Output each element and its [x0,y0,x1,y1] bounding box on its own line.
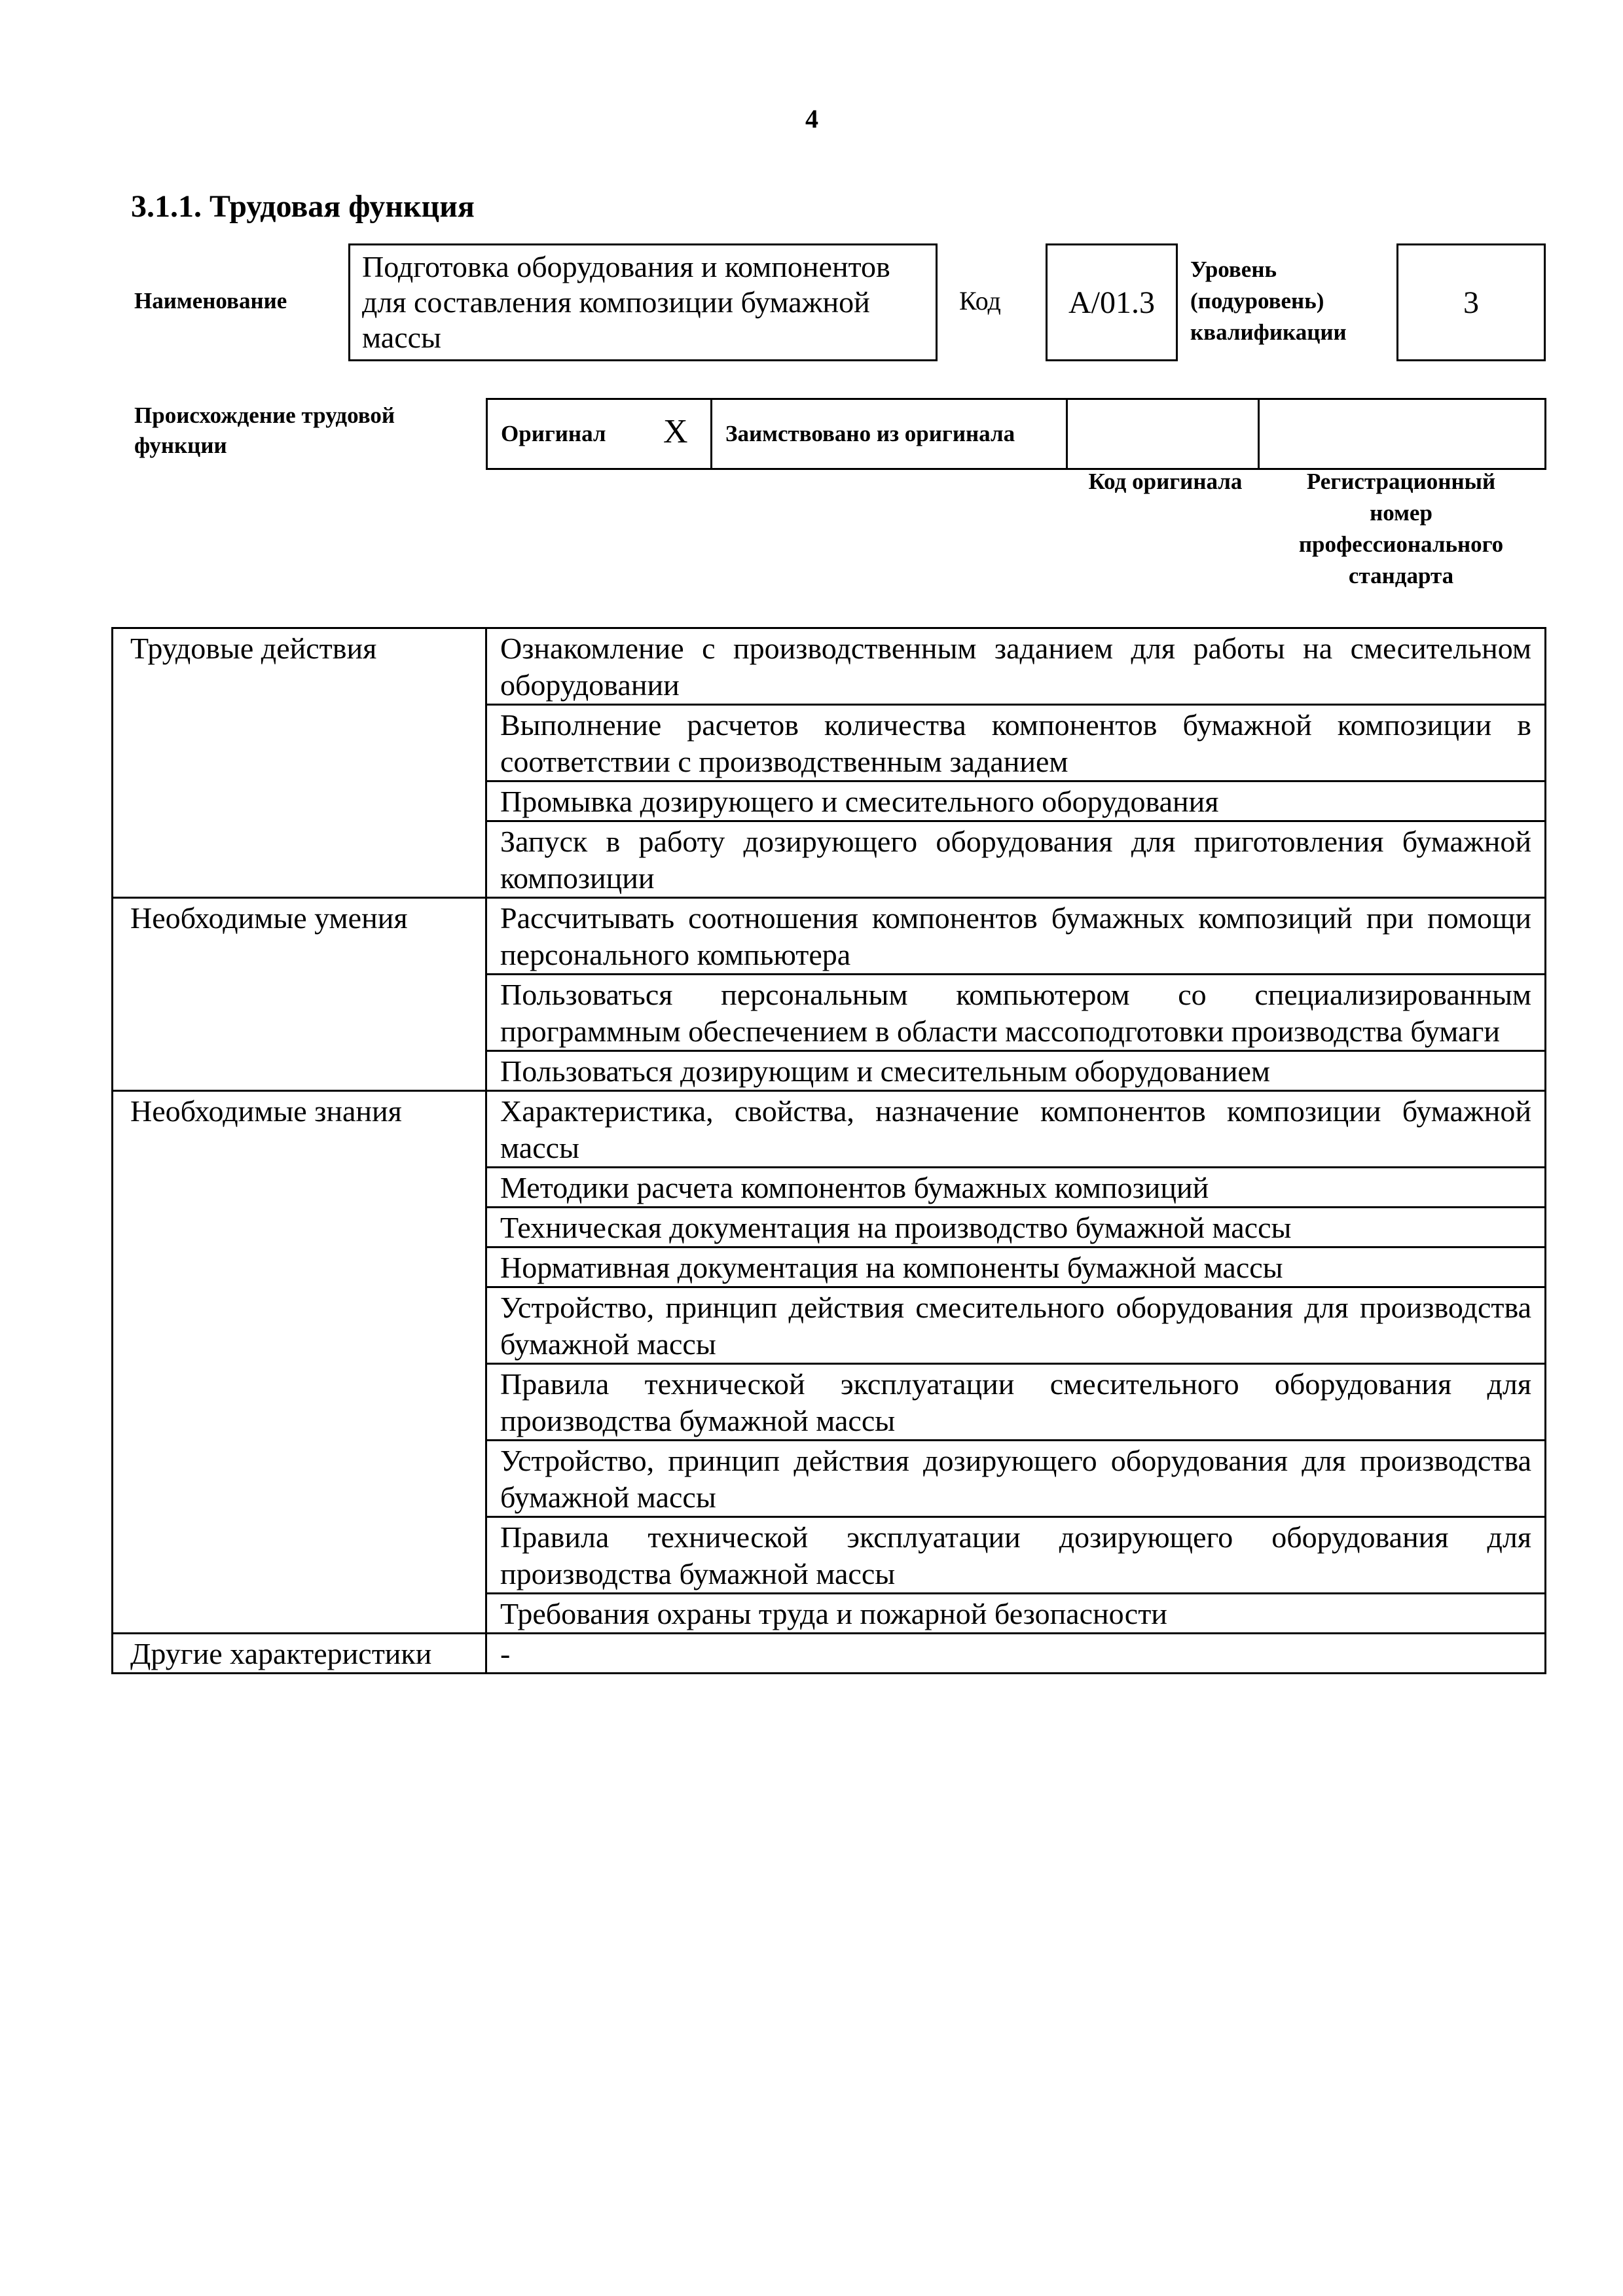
section-item-cell: Выполнение расчетов количества компонентов бумажной композиции в соответствии с производственным заданием [486,705,1546,781]
section-item-cell: Ознакомление с производственным заданием для работы на смесительном оборудовании [486,628,1546,705]
code-label: Код [959,286,1001,315]
section-item-cell: Правила технической эксплуатации дозирующего оборудования для производства бумажной массы [486,1517,1546,1594]
origin-code-cell [1067,399,1259,469]
section-item-cell: Требования охраны труда и пожарной безопасности [486,1594,1546,1634]
origin-reg-cell [1259,399,1546,469]
section-item-cell: Пользоваться дозирующим и смесительным оборудованием [486,1051,1546,1091]
section-item-cell: Запуск в работу дозирующего оборудования для приготовления бумажной композиции [486,821,1546,898]
origin-x-mark: X [663,413,688,450]
table-row [113,898,1546,975]
section-item-cell: - [486,1634,1546,1674]
table-row [113,1634,1546,1674]
section-item-cell: Промывка дозирующего и смесительного оборудования [486,781,1546,821]
code-box: A/01.3 [1046,243,1178,361]
origin-borrowed-cell: Заимствовано из оригинала [712,399,1067,469]
section-item-cell: Устройство, принцип действия смесительного оборудования для производства бумажной массы [486,1287,1546,1364]
section-item-cell: Техническая документация на производство бумажной массы [486,1208,1546,1247]
section-title-cell: Другие характеристики [113,1634,486,1674]
section-item-cell: Характеристика, свойства, назначение компонентов композиции бумажной массы [486,1091,1546,1168]
name-box: Подготовка оборудования и компонентов для составления композиции бумажной массы [348,243,938,361]
name-label: Наименование [134,288,287,314]
origin-label: Происхождение трудовой функции [134,403,395,458]
table-row [113,628,1546,705]
page-number: 4 [805,104,818,134]
section-item-cell: Методики расчета компонентов бумажных композиций [486,1168,1546,1208]
section-title-cell: Необходимые знания [113,1091,486,1634]
section-item-cell: Правила технической эксплуатации смесительного оборудования для производства бумажной массы [486,1364,1546,1441]
section-item-cell: Устройство, принцип действия дозирующего оборудования для производства бумажной массы [486,1441,1546,1517]
code-original-caption: Код оригинала [1088,469,1243,494]
section-title-cell: Необходимые умения [113,898,486,1091]
section-item-cell: Рассчитывать соотношения компонентов бумажных композиций при помощи персонального компьютера [486,898,1546,975]
section-title-cell: Трудовые действия [113,628,486,898]
origin-table [486,398,1546,470]
table-row [113,1091,1546,1168]
reg-number-caption: Регистрационный номер профессионального стандарта [1298,469,1504,588]
level-box: 3 [1396,243,1546,361]
section-item-cell: Пользоваться персональным компьютером со специализированным программным обеспечением в области массоподготовки производства бумаги [486,975,1546,1051]
section-title: 3.1.1. Трудовая функция [131,189,475,224]
section-item-cell: Нормативная документация на компоненты бумажной массы [486,1247,1546,1287]
level-label: Уровень (подуровень) квалификации [1190,257,1347,345]
functions-table [111,627,1546,1674]
origin-original-label: Оригинал [501,421,606,446]
